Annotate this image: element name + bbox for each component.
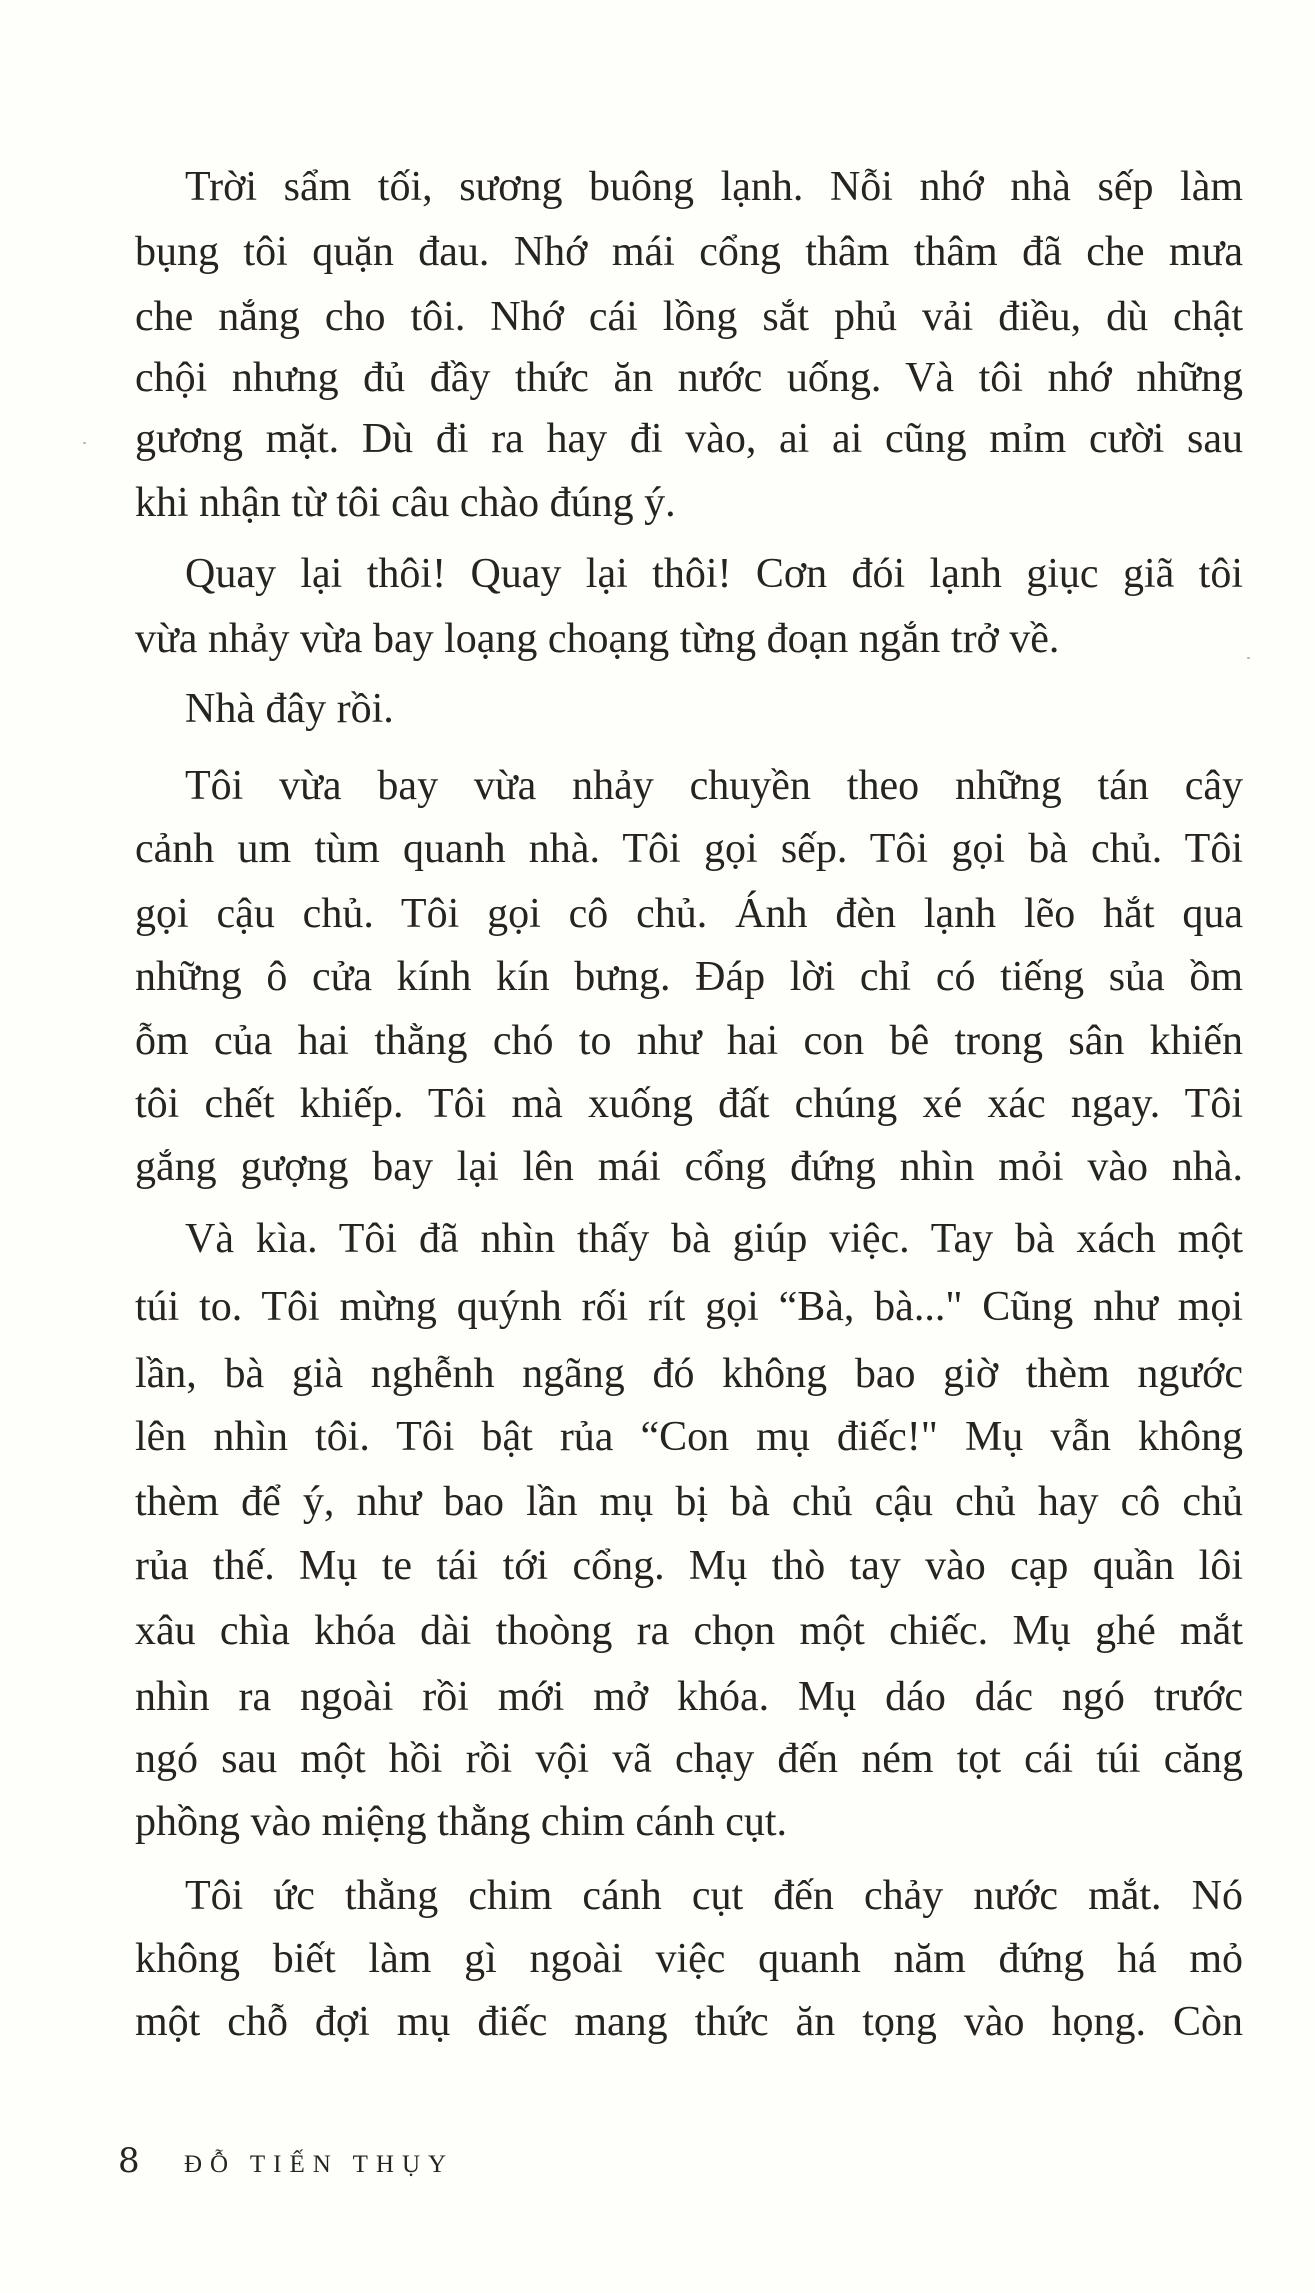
text-line: Và kìa. Tôi đã nhìn thấy bà giúp việc. Tay bà xách một: [185, 1216, 1243, 1262]
text-line: Trời sẩm tối, sương buông lạnh. Nỗi nhớ nhà sếp làm: [185, 164, 1243, 210]
text-line: thèm để ý, như bao lần mụ bị bà chủ cậu chủ hay cô chủ: [135, 1479, 1243, 1525]
text-line: nhìn ra ngoài rồi mới mở khóa. Mụ dáo dác ngó trước: [135, 1674, 1243, 1720]
text-line: gọi cậu chủ. Tôi gọi cô chủ. Ánh đèn lạnh lẽo hắt qua: [135, 891, 1243, 937]
text-line: khi nhận từ tôi câu chào đúng ý.: [135, 480, 676, 526]
text-line: túi to. Tôi mừng quýnh rối rít gọi “Bà, bà..." Cũng như mọi: [135, 1284, 1243, 1330]
text-line: lên nhìn tôi. Tôi bật rủa “Con mụ điếc!" Mụ vẫn không: [135, 1414, 1243, 1460]
text-line: Tôi ức thằng chim cánh cụt đến chảy nước mắt. Nó: [185, 1873, 1243, 1919]
scan-speck: [83, 442, 86, 444]
text-line: vừa nhảy vừa bay loạng choạng từng đoạn ngắn trở về.: [135, 616, 1060, 662]
text-line: cảnh um tùm quanh nhà. Tôi gọi sếp. Tôi gọi bà chủ. Tôi: [135, 826, 1243, 872]
text-line: không biết làm gì ngoài việc quanh năm đứng há mỏ: [135, 1936, 1243, 1982]
text-line: xâu chìa khóa dài thoòng ra chọn một chiếc. Mụ ghé mắt: [135, 1608, 1243, 1654]
text-line: gương mặt. Dù đi ra hay đi vào, ai ai cũng mỉm cười sau: [135, 416, 1243, 462]
running-footer-author: ĐỖ TIẾN THỤY: [184, 2151, 455, 2178]
page-number: 8: [118, 2141, 140, 2181]
text-line: những ô cửa kính kín bưng. Đáp lời chỉ có tiếng sủa ồm: [135, 954, 1243, 1000]
text-line: lần, bà già nghễnh ngãng đó không bao giờ thèm ngước: [135, 1351, 1243, 1397]
text-line: một chỗ đợi mụ điếc mang thức ăn tọng vào họng. Còn: [135, 1999, 1243, 2045]
text-line: Nhà đây rồi.: [185, 686, 394, 732]
text-line: Quay lại thôi! Quay lại thôi! Cơn đói lạnh giục giã tôi: [185, 551, 1243, 597]
text-line: rủa thế. Mụ te tái tới cổng. Mụ thò tay vào cạp quần lôi: [135, 1543, 1243, 1589]
text-line: ỗm của hai thằng chó to như hai con bê trong sân khiến: [135, 1018, 1243, 1064]
text-line: tôi chết khiếp. Tôi mà xuống đất chúng xé xác ngay. Tôi: [135, 1081, 1243, 1127]
text-line: gắng gượng bay lại lên mái cổng đứng nhìn mỏi vào nhà.: [135, 1144, 1243, 1190]
text-line: bụng tôi quặn đau. Nhớ mái cổng thâm thâm đã che mưa: [135, 229, 1243, 275]
text-line: Tôi vừa bay vừa nhảy chuyền theo những tán cây: [185, 763, 1243, 809]
scan-speck: [1247, 657, 1250, 659]
text-line: phồng vào miệng thằng chim cánh cụt.: [135, 1799, 788, 1845]
text-line: chội nhưng đủ đầy thức ăn nước uống. Và tôi nhớ những: [135, 355, 1243, 401]
text-line: ngó sau một hồi rồi vội vã chạy đến ném tọt cái túi căng: [135, 1736, 1243, 1782]
text-line: che nắng cho tôi. Nhớ cái lồng sắt phủ vải điều, dù chật: [135, 294, 1243, 340]
